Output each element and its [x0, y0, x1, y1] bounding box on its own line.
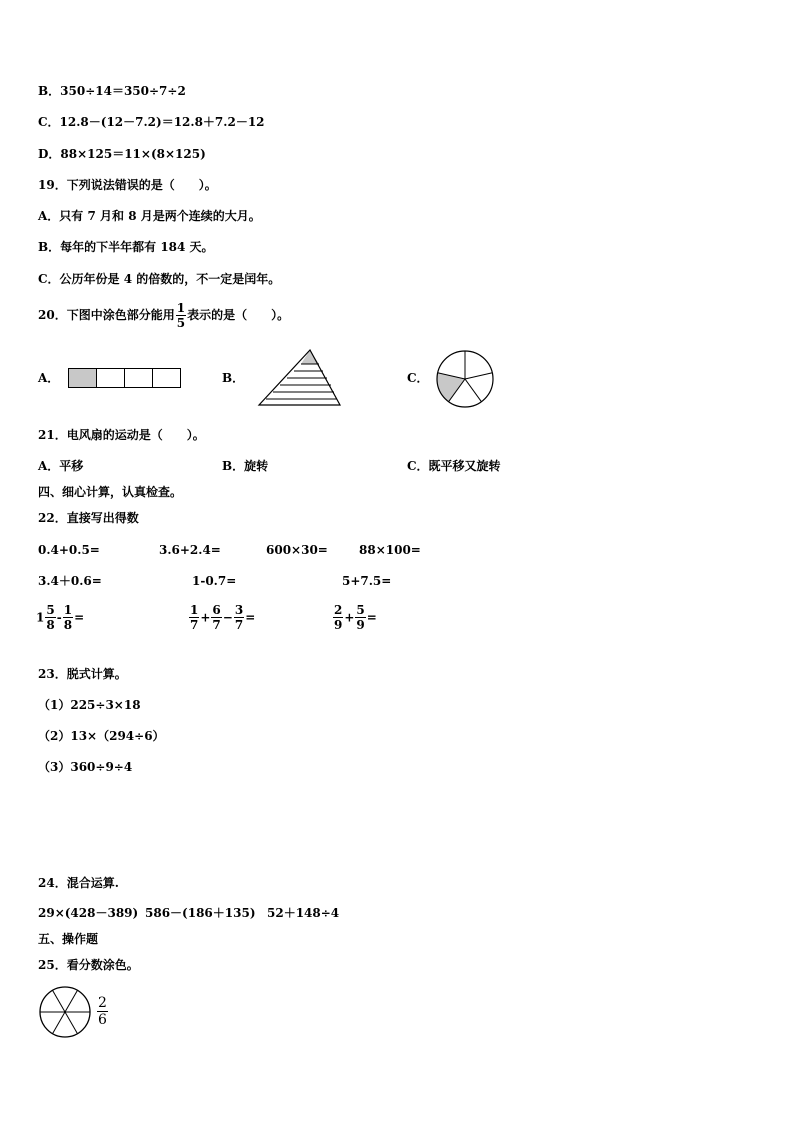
q22-frac3-b-num: 5 — [356, 603, 365, 617]
q21-option-c: C．既平移又旋转 — [407, 459, 501, 473]
q20-stem — [38, 298, 289, 332]
q24-item-3: 52＋148÷4 — [267, 906, 340, 920]
q22-item: 1-0.7= — [192, 574, 237, 588]
q24-item-1: 29×(428－389) — [38, 906, 139, 920]
q22-frac2-c — [234, 604, 244, 631]
q25-fraction-denominator: 6 — [98, 1012, 107, 1028]
q22-frac3-b — [355, 604, 365, 631]
q23-item-1: （1）225÷3×18 — [38, 698, 141, 712]
q20-fraction — [176, 302, 186, 329]
q22-item: 600×30= — [266, 543, 328, 557]
q22-fraction-expression-1 — [36, 600, 84, 635]
q25-fraction — [97, 996, 108, 1027]
q21-stem: 21．电风扇的运动是（ ）。 — [38, 428, 205, 442]
q22-frac1-op: - — [56, 610, 62, 625]
q22-frac1-b-num: 1 — [63, 603, 73, 617]
q21-option-a: A．平移 — [38, 459, 84, 473]
q22-frac1-a — [45, 604, 55, 631]
q20-stem-after: 表示的是（ ）。 — [187, 308, 290, 322]
q22-fraction-expression-2 — [188, 600, 255, 635]
q22-frac1-lead: 1 — [36, 610, 45, 625]
q20-fraction-numerator: 1 — [176, 301, 186, 315]
q22-item: 3.4＋0.6= — [38, 574, 102, 588]
q22-frac2-a-den: 7 — [190, 618, 199, 632]
q22-item: 88×100= — [359, 543, 421, 557]
q22-stem: 22．直接写出得数 — [38, 511, 139, 525]
q22-fraction-expression-3 — [332, 600, 377, 635]
q25-fraction-numerator: 2 — [98, 995, 107, 1011]
q23-stem: 23．脱式计算。 — [38, 667, 127, 681]
q20-option-b-label: B． — [222, 371, 245, 385]
q20-option-a-label: A． — [38, 371, 60, 385]
q22-frac3-a — [333, 604, 343, 631]
q22-frac3-b-den: 9 — [356, 618, 365, 632]
q18-option-c: C．12.8－(12－7.2)＝12.8＋7.2－12 — [38, 115, 265, 129]
q20-stem-before: 20．下图中涂色部分能用 — [38, 308, 175, 322]
q22-frac3-eq: = — [366, 610, 377, 625]
q20-pie-divider — [465, 373, 492, 379]
q22-frac2-op1: + — [200, 610, 211, 625]
q22-item: 5+7.5= — [342, 574, 392, 588]
q22-frac2-b-den: 7 — [212, 618, 221, 632]
q20-bar-cell — [153, 369, 181, 388]
q22-frac1-b-den: 8 — [63, 618, 73, 632]
q22-frac2-c-den: 7 — [234, 618, 244, 632]
q19-option-c: C．公历年份是 4 的倍数的，不一定是闰年。 — [38, 272, 281, 286]
q21-option-b: B．旋转 — [222, 459, 269, 473]
q25-fraction-wrap — [96, 994, 109, 1028]
q19-option-a: A．只有 7 月和 8 月是两个连续的大月。 — [38, 209, 261, 223]
q20-option-b-triangle-figure — [258, 349, 342, 407]
q22-frac1-a-num: 5 — [46, 603, 55, 617]
q22-frac1-eq: = — [74, 610, 85, 625]
q22-item: 0.4+0.5= — [38, 543, 100, 557]
q18-option-b: B．350÷14＝350÷7÷2 — [38, 84, 186, 98]
q20-option-c-label: C． — [407, 371, 429, 385]
q22-frac1-b — [63, 604, 73, 631]
q22-frac2-op2: − — [222, 610, 233, 625]
q18-option-d: D．88×125＝11×(8×125) — [38, 147, 206, 161]
q25-stem: 25．看分数涂色。 — [38, 958, 139, 972]
section5-title: 五、操作题 — [38, 932, 99, 946]
q19-stem: 19．下列说法错误的是（ ）。 — [38, 178, 217, 192]
q20-fraction-denominator: 5 — [176, 316, 186, 330]
section4-title: 四、细心计算，认真检查。 — [38, 485, 183, 499]
q22-frac2-a — [189, 604, 199, 631]
q20-bar-cell — [125, 369, 153, 388]
q22-frac3-a-den: 9 — [334, 618, 343, 632]
q20-bar-cell — [97, 369, 125, 388]
q22-frac2-b — [211, 604, 221, 631]
q24-stem: 24．混合运算. — [38, 876, 119, 890]
q25-circle-figure — [38, 985, 94, 1041]
q22-frac1-a-den: 8 — [46, 618, 55, 632]
q20-option-c-pie-figure — [434, 348, 496, 410]
q19-option-b: B．每年的下半年都有 184 天。 — [38, 240, 214, 254]
q22-frac2-b-num: 6 — [212, 603, 221, 617]
q20-pie-shaded-sector — [437, 373, 465, 402]
q23-item-3: （3）360÷9÷4 — [38, 760, 133, 774]
q22-item: 3.6+2.4= — [159, 543, 221, 557]
q20-bar-shaded-cell — [69, 369, 97, 388]
q23-item-2: （2）13×（294÷6） — [38, 729, 165, 743]
q20-option-a-bar-figure — [68, 368, 182, 388]
q22-frac2-eq: = — [245, 610, 256, 625]
q22-frac2-c-num: 3 — [234, 603, 244, 617]
q22-frac3-a-num: 2 — [334, 603, 343, 617]
q22-frac2-a-num: 1 — [190, 603, 199, 617]
q20-pie-divider — [465, 379, 481, 402]
q22-frac3-op: + — [344, 610, 355, 625]
q24-item-2: 586－(186＋135) — [145, 906, 256, 920]
